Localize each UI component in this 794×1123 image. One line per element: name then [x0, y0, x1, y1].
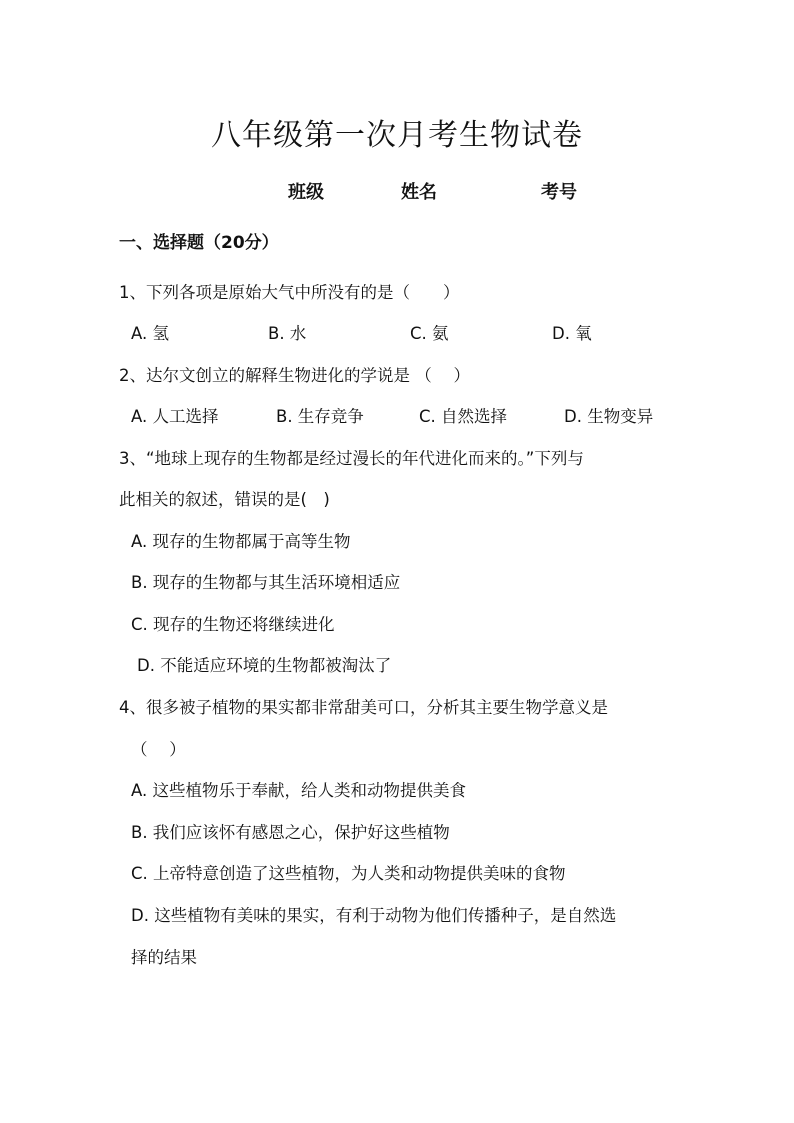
q4-option-d-line-1: D. 这些植物有美味的果实，有利于动物为他们传播种子，是自然选: [131, 906, 617, 925]
q4-option-a: A. 这些植物乐于奉献，给人类和动物提供美食: [131, 781, 466, 800]
q1-option-b: B. 水: [268, 324, 307, 343]
question-2-stem: 2、达尔文创立的解释生物进化的学说是 （ ）: [119, 366, 470, 385]
q1-option-a: A. 氢: [131, 324, 169, 343]
question-1-stem: 1、下列各项是原始大气中所没有的是（ ）: [119, 283, 460, 302]
question-4-stem-line-2: （ ）: [131, 740, 186, 759]
question-3-stem-line-1: 3、“地球上现存的生物都是经过漫长的年代进化而来的。”下列与: [119, 449, 584, 468]
q4-option-d-line-2: 择的结果: [131, 948, 197, 967]
section-heading: 一、选择题（20分）: [119, 233, 279, 253]
question-1-options: [0, 320, 794, 344]
q2-option-c: C. 自然选择: [419, 407, 508, 426]
question-2-options: [0, 403, 794, 427]
q3-option-d: D. 不能适应环境的生物都被淘汰了: [137, 656, 392, 675]
q3-option-c: C. 现存的生物还将继续进化: [131, 615, 335, 634]
q2-option-a: A. 人工选择: [131, 407, 219, 426]
q4-option-b: B. 我们应该怀有感恩之心，保护好这些植物: [131, 823, 450, 842]
q3-option-b: B. 现存的生物都与其生活环境相适应: [131, 573, 401, 592]
name-label: 姓名: [401, 182, 437, 203]
exam-title: 八年级第一次月考生物试卷: [211, 118, 583, 153]
class-label: 班级: [288, 182, 324, 203]
question-4-stem-line-1: 4、很多被子植物的果实都非常甜美可口，分析其主要生物学意义是: [119, 698, 608, 717]
q4-option-c: C. 上帝特意创造了这些植物，为人类和动物提供美味的食物: [131, 864, 566, 883]
q1-option-d: D. 氧: [552, 324, 592, 343]
q3-option-a: A. 现存的生物都属于高等生物: [131, 532, 351, 551]
q2-option-d: D. 生物变异: [564, 407, 654, 426]
student-info-row: [0, 178, 794, 204]
exam-id-label: 考号: [541, 182, 577, 203]
q2-option-b: B. 生存竞争: [276, 407, 364, 426]
question-3-stem-line-2: 此相关的叙述，错误的是( ): [119, 490, 330, 509]
q1-option-c: C. 氨: [410, 324, 449, 343]
